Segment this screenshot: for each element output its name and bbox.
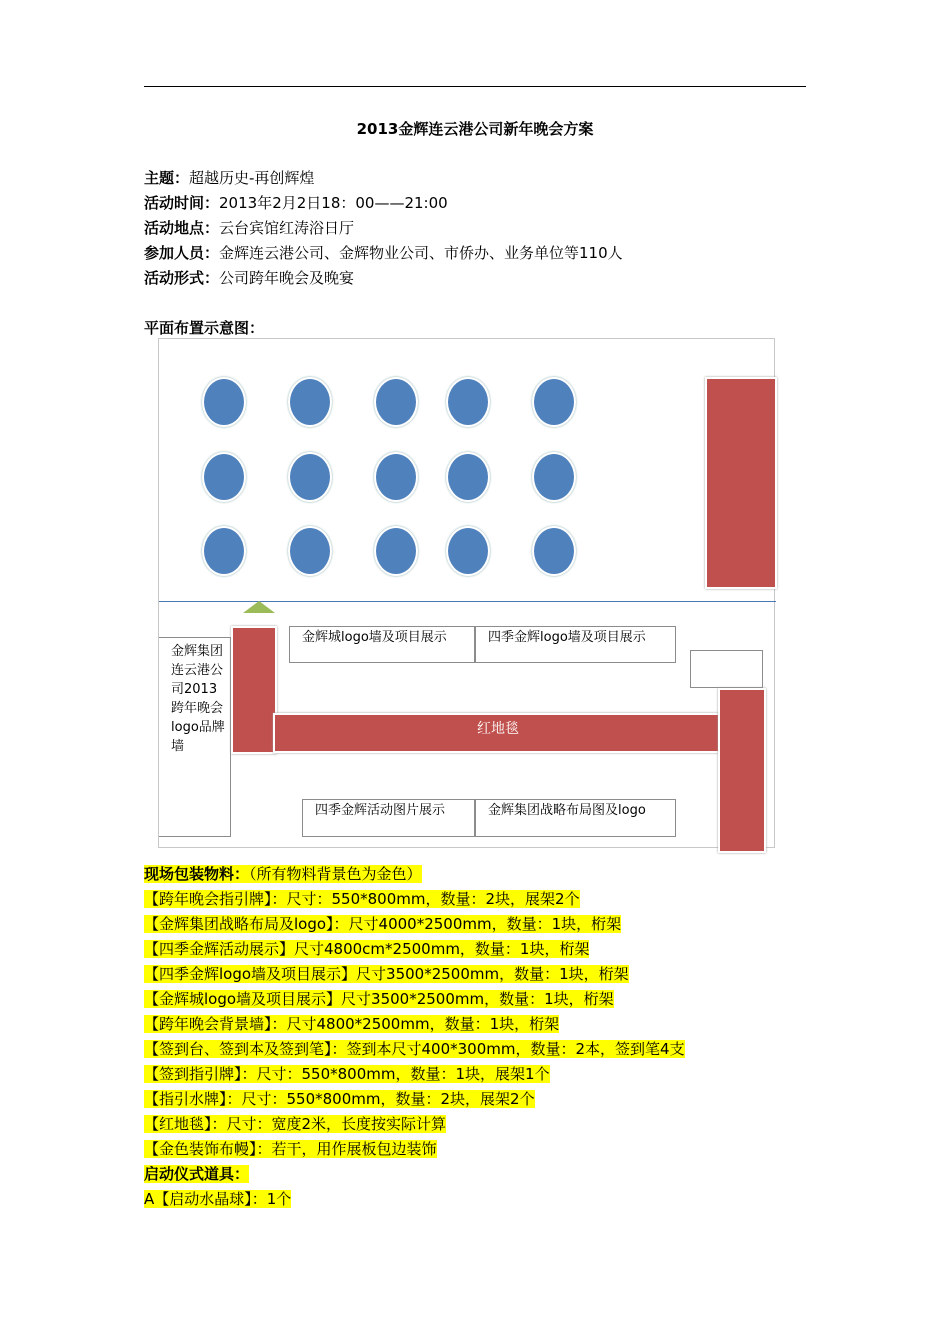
material-item: 【签到指引牌】：尺寸：550*800mm，数量：1块，展架1个 xyxy=(144,1065,550,1083)
banquet-table xyxy=(532,526,576,576)
info-time xyxy=(144,193,448,213)
material-item: 【跨年晚会指引牌】：尺寸：550*800mm，数量：2块，展架2个 xyxy=(144,890,580,908)
header-rule xyxy=(144,86,806,87)
small-box xyxy=(690,650,763,688)
material-item: 【金色装饰布幔】：若干，用作展板包边装饰 xyxy=(144,1140,437,1158)
material-item: 【金辉集团战略布局及logo】：尺寸4000*2500mm，数量：1块，桁架 xyxy=(144,915,622,933)
ceremony-heading: 启动仪式道具： xyxy=(144,1165,250,1183)
info-label: 主题： xyxy=(144,169,190,187)
stage-block xyxy=(705,377,777,589)
info-theme xyxy=(144,168,314,188)
info-label: 参加人员： xyxy=(144,244,220,262)
banquet-table xyxy=(374,452,418,502)
red-carpet xyxy=(273,713,723,753)
banquet-table xyxy=(202,452,246,502)
banquet-table xyxy=(288,526,332,576)
banquet-table xyxy=(202,526,246,576)
red-carpet-label: 红地毯 xyxy=(477,721,519,737)
materials-note: （所有物料背景色为金色） xyxy=(249,865,422,883)
entrance-arrow-icon xyxy=(243,601,275,613)
material-item: 【签到台、签到本及签到笔】：签到本尺寸400*300mm，数量：2本，签到笔4支 xyxy=(144,1040,685,1058)
material-item: 【金辉城logo墙及项目展示】尺寸3500*2500mm，数量：1块，桁架 xyxy=(144,990,614,1008)
ceremony-item: A【启动水晶球】：1个 xyxy=(144,1190,292,1208)
materials-heading: 现场包装物料：（所有物料背景色为金色） xyxy=(144,865,422,883)
banquet-table xyxy=(374,526,418,576)
banquet-table xyxy=(288,452,332,502)
banquet-table xyxy=(532,452,576,502)
info-value: 公司跨年晚会及晚宴 xyxy=(219,269,355,287)
board-top-right: 四季金辉logo墙及项目展示 xyxy=(475,626,676,663)
banquet-table xyxy=(532,377,576,427)
plan-heading: 平面布置示意图： xyxy=(144,319,265,337)
brand-wall-block xyxy=(231,626,277,754)
info-format xyxy=(144,268,354,288)
banquet-table xyxy=(446,526,490,576)
material-item: 【跨年晚会背景墙】：尺寸4800*2500mm，数量：1块，桁架 xyxy=(144,1015,560,1033)
floor-plan xyxy=(158,338,775,848)
info-value: 超越历史-再创辉煌 xyxy=(189,169,315,187)
info-value: 金辉连云港公司、金辉物业公司、市侨办、业务单位等110人 xyxy=(219,244,623,262)
banquet-table xyxy=(202,377,246,427)
info-value: 云台宾馆红涛浴日厅 xyxy=(219,219,355,237)
material-item: 【四季金辉logo墙及项目展示】尺寸3500*2500mm，数量：1块，桁架 xyxy=(144,965,629,983)
board-bottom-left: 四季金辉活动图片展示 xyxy=(302,799,475,837)
info-label: 活动地点： xyxy=(144,219,220,237)
info-label: 活动形式： xyxy=(144,269,220,287)
material-item: 【四季金辉活动展示】尺寸4800cm*2500mm，数量：1块，桁架 xyxy=(144,940,590,958)
info-value: 2013年2月2日18：00——21:00 xyxy=(219,194,448,212)
info-label: 活动时间： xyxy=(144,194,220,212)
banquet-table xyxy=(288,377,332,427)
info-attendees xyxy=(144,243,623,263)
banquet-table xyxy=(446,377,490,427)
document-title: 2013金辉连云港公司新年晚会方案 xyxy=(356,120,594,138)
banquet-table xyxy=(374,377,418,427)
brand-wall-label: 金辉集团连云港公司2013跨年晚会logo品牌墙 xyxy=(159,637,231,837)
board-top-left: 金辉城logo墙及项目展示 xyxy=(289,626,475,663)
material-item: 【指引水牌】：尺寸：550*800mm，数量：2块，展架2个 xyxy=(144,1090,535,1108)
material-item: 【红地毯】：尺寸：宽度2米，长度按实际计算 xyxy=(144,1115,447,1133)
board-bottom-right: 金辉集团战略布局图及logo xyxy=(475,799,676,837)
entrance-block xyxy=(718,688,766,853)
banquet-table xyxy=(446,452,490,502)
info-location xyxy=(144,218,354,238)
